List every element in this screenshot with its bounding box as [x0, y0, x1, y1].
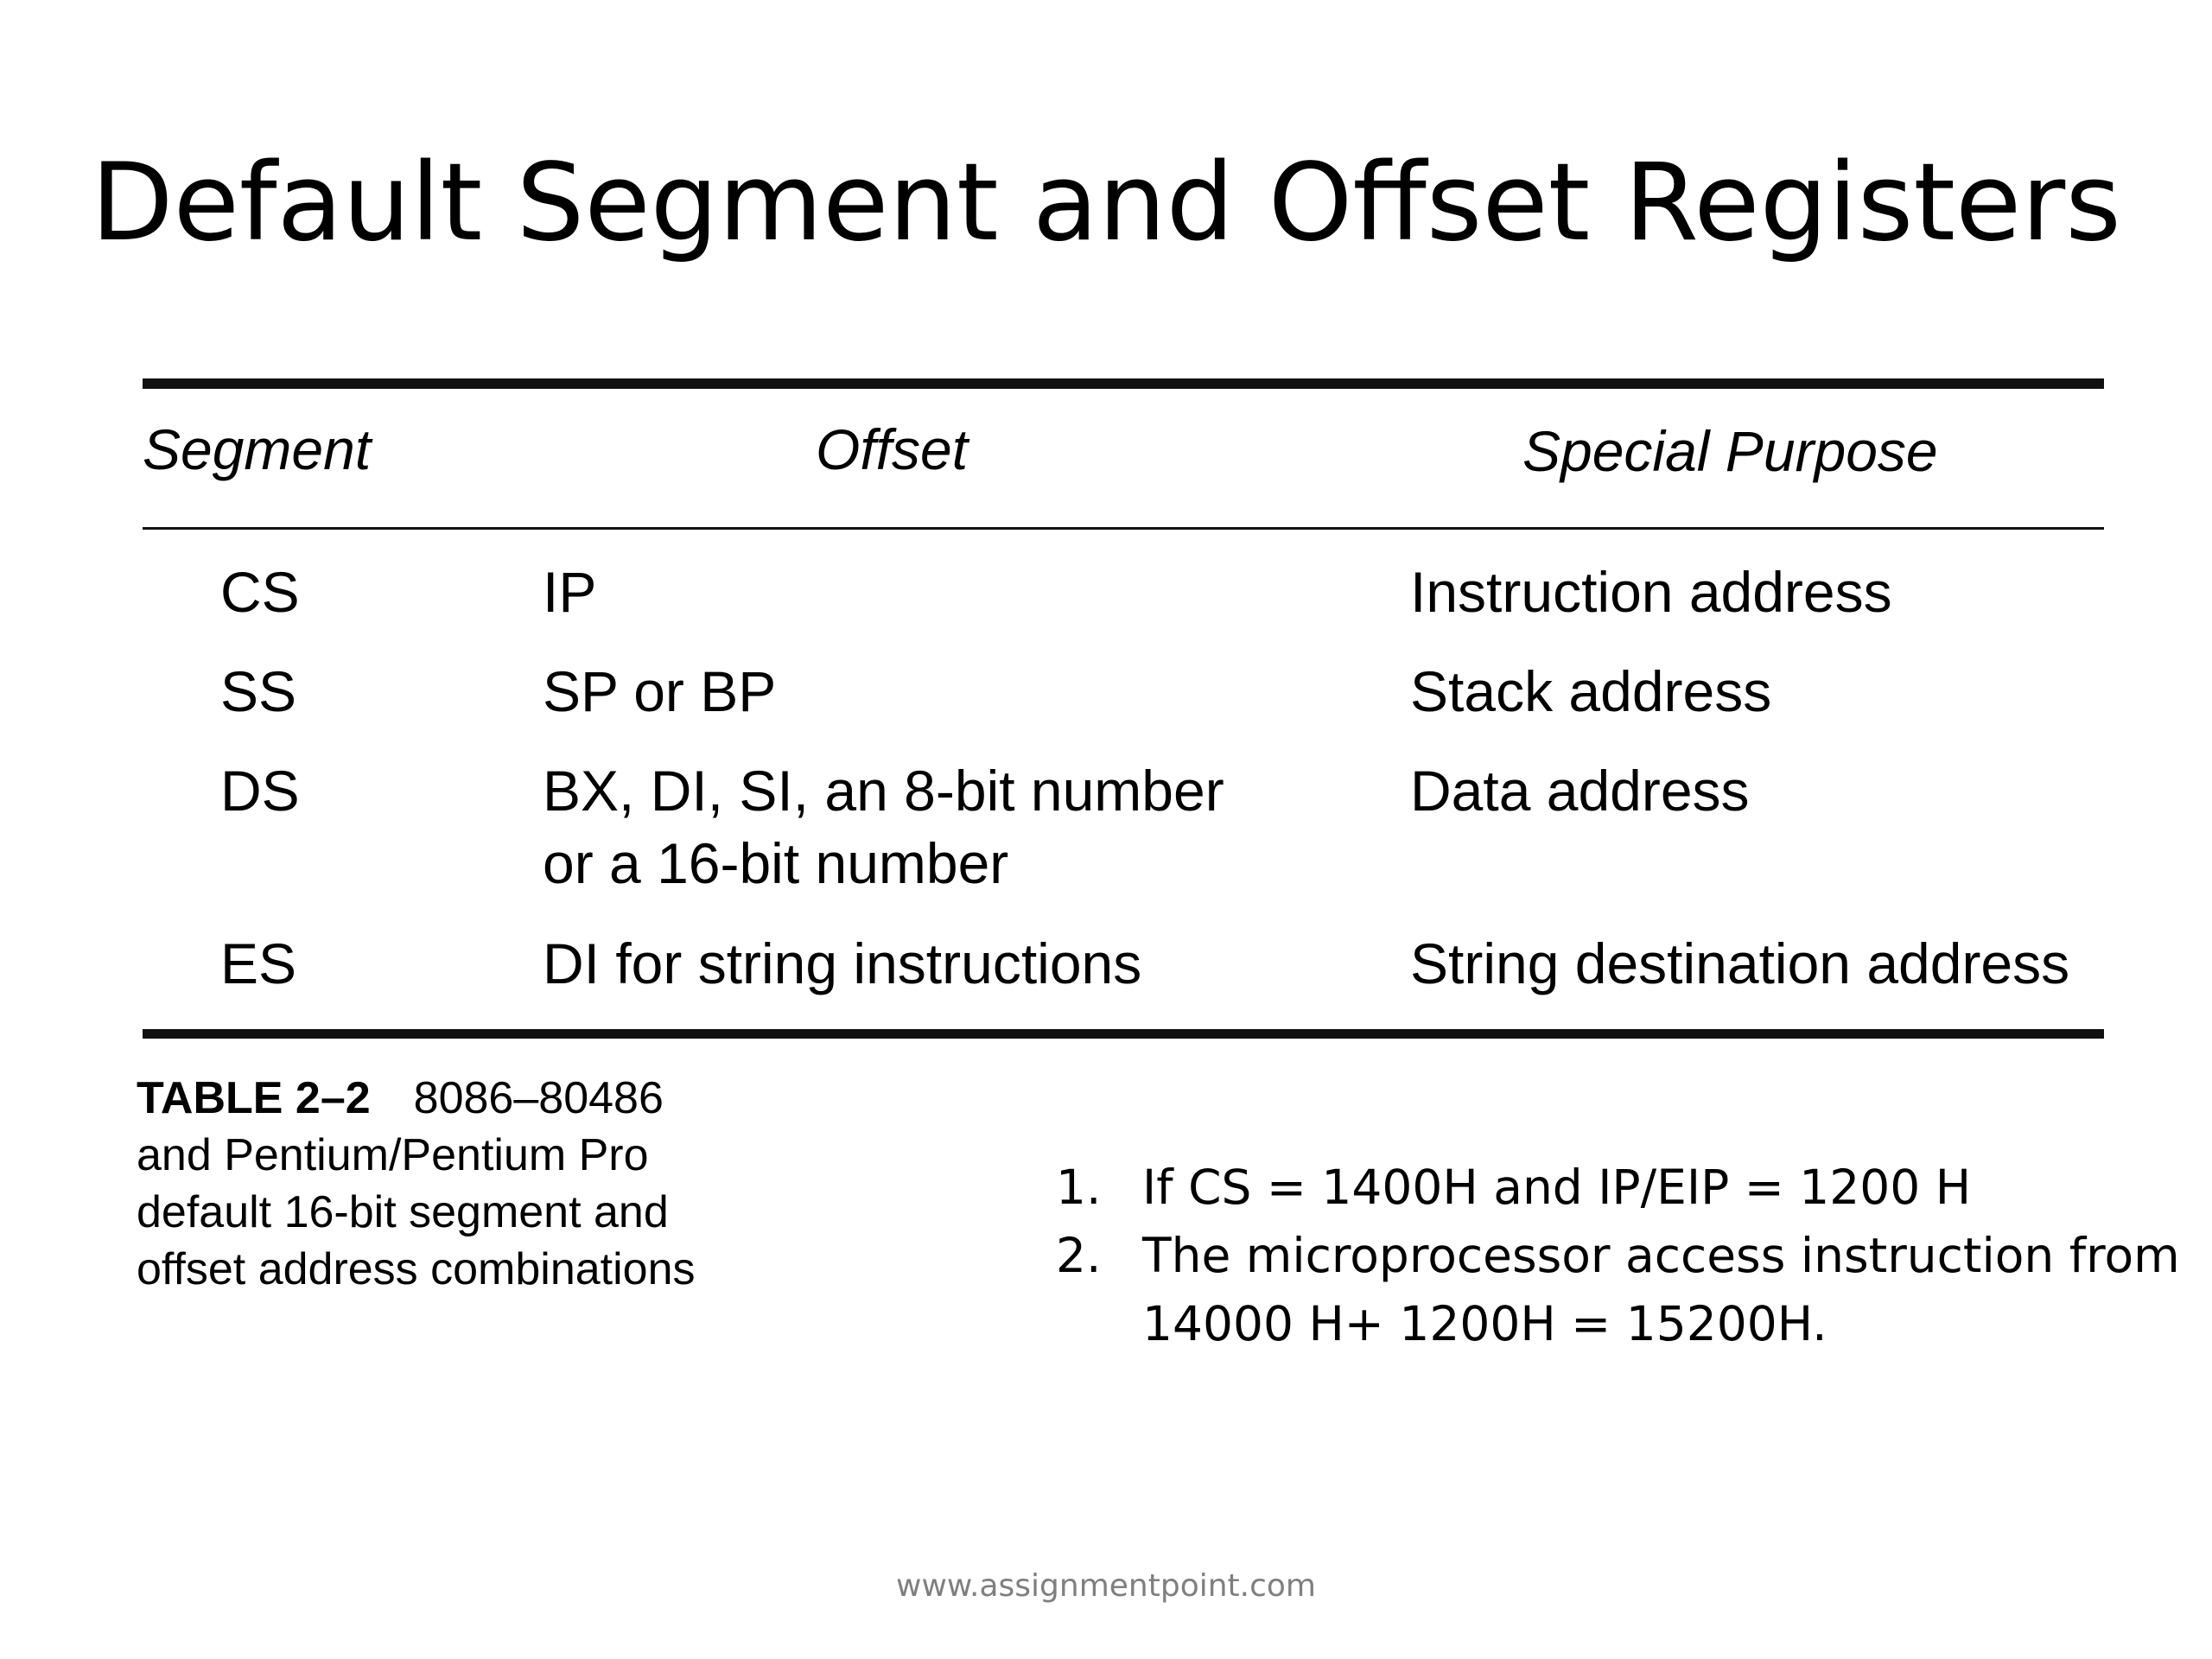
row-ss-purpose: Stack address — [1410, 659, 1772, 723]
row-ss-segment: SS — [220, 659, 297, 723]
table-header-rule — [143, 527, 2104, 530]
slide-title: Default Segment and Offset Registers — [91, 141, 2121, 265]
caption-line-2: and Pentium/Pentium Pro — [137, 1130, 649, 1180]
caption-model-range: 8086–80486 — [413, 1073, 664, 1123]
row-es-purpose: String destination address — [1410, 931, 2070, 995]
header-special-purpose: Special Purpose — [1522, 419, 1938, 483]
caption-label: TABLE 2–2 — [137, 1073, 371, 1123]
notes-list — [1056, 1154, 2188, 1358]
row-ds-offset-line1: BX, DI, SI, an 8-bit number — [543, 759, 1224, 823]
note-2-line-1: The microprocessor access instruction from — [1142, 1228, 2180, 1283]
note-number-2: 2. — [1056, 1228, 1102, 1283]
table-caption — [137, 1070, 793, 1298]
note-number-1: 1. — [1056, 1160, 1102, 1215]
row-ds-purpose: Data address — [1410, 759, 1750, 823]
table-bottom-rule — [143, 1029, 2104, 1039]
header-offset: Offset — [816, 417, 969, 481]
note-item-2 — [1056, 1222, 2188, 1358]
header-segment: Segment — [143, 417, 372, 481]
row-ds-offset-line2: or a 16-bit number — [543, 831, 1009, 895]
caption-line-1 — [137, 1070, 793, 1127]
caption-line-3: default 16-bit segment and — [137, 1187, 669, 1237]
row-es-segment: ES — [220, 931, 297, 995]
row-cs-purpose: Instruction address — [1410, 560, 1892, 624]
row-ds-segment: DS — [220, 759, 300, 823]
footer-url: www.assignmentpoint.com — [896, 1568, 1316, 1604]
row-ss-offset: SP or BP — [543, 659, 777, 723]
note-1-line-1: If CS = 1400H and IP/EIP = 1200 H — [1142, 1160, 1972, 1215]
row-cs-offset: IP — [543, 560, 597, 624]
row-cs-segment: CS — [220, 560, 300, 624]
row-es-offset: DI for string instructions — [543, 931, 1142, 995]
note-item-1 — [1056, 1154, 2188, 1222]
table-top-rule — [143, 378, 2104, 389]
note-2-line-2: 14000 H+ 1200H = 15200H. — [1142, 1296, 1827, 1351]
caption-line-4: offset address combinations — [137, 1244, 696, 1294]
